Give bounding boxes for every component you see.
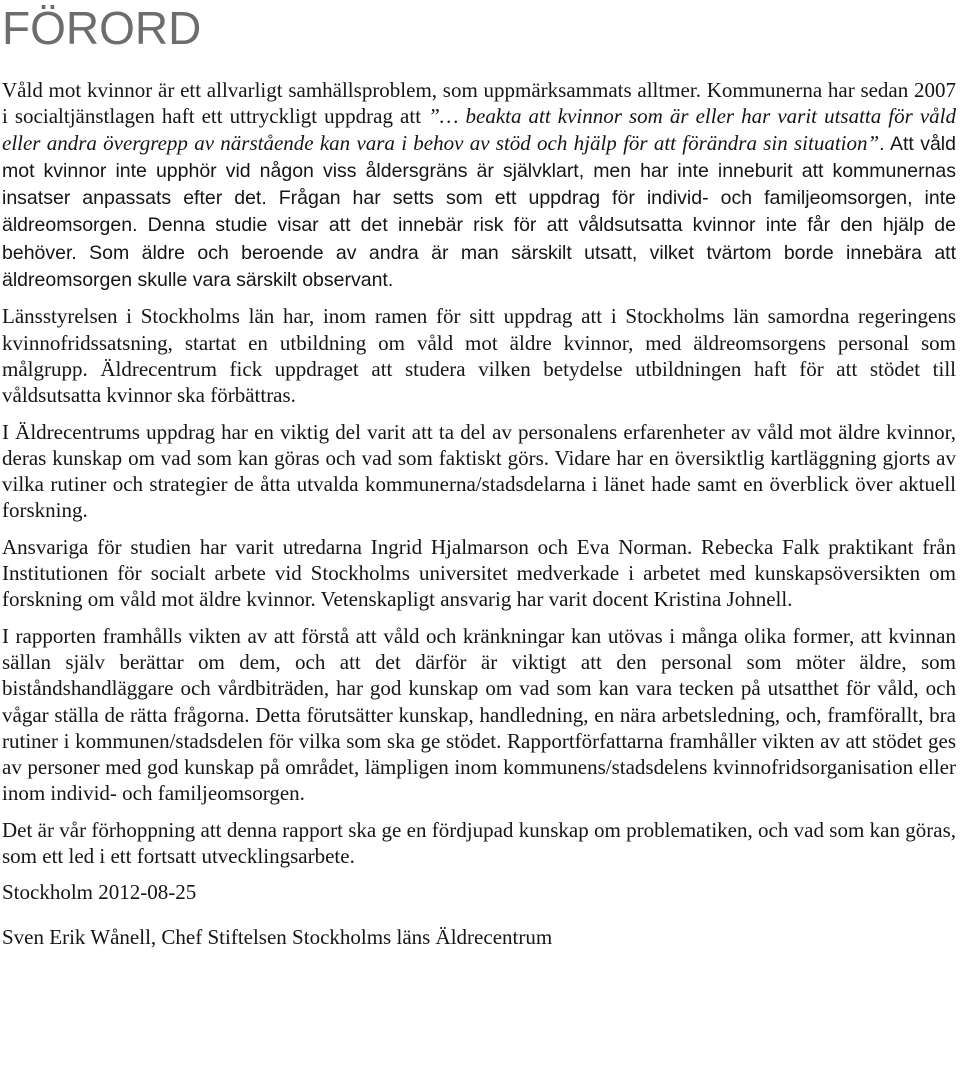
paragraph-intro-part-a: Våld mot kvinnor är ett allvarligt samhällsproblem, som uppmärksammats alltmer. Kommunerna har sedan 2007 i socialtjänstlagen haft ett uttryckligt uppdrag att <box>2 78 956 129</box>
paragraph-lansstyrelsen: Länsstyrelsen i Stockholms län har, inom ramen för sitt uppdrag att i Stockholms län samordna regeringens kvinnofridssatsning, startat en utbildning om våld mot äldre kvinnor, med äldreomsorgens personal som målgrupp. Äldrecentrum fick uppdraget att studera vilken betydelse utbildningen haft för att stödet till våldsutsatta kvinnor ska förbättras. <box>2 304 956 408</box>
signature-name: Sven Erik Wånell, Chef Stiftelsen Stockholms läns Äldrecentrum <box>2 924 553 949</box>
paragraph-forhoppning: Det är vår förhoppning att denna rapport ska ge en fördjupad kunskap om problematiken, och vad som kan göras, som ett led i ett fortsatt utvecklingsarbete. <box>2 817 956 869</box>
page-title: FÖRORD <box>2 2 202 54</box>
paragraph-ansvariga: Ansvariga för studien har varit utredarna Ingrid Hjalmarson och Eva Norman. Rebecka Falk praktikant från Institutionen för socialt arbete vid Stockholms universitet medverkade i arbetet med kunskapsöversikten om forskning om våld mot äldre kvinnor. Vetenskapligt ansvarig har varit docent Kristina Johnell. <box>2 534 956 612</box>
preface-body <box>2 77 956 950</box>
paragraph-intro-part-b: . Att våld mot kvinnor inte upphör vid någon viss åldersgräns är självklart, men har inte inneburit att kommunernas insatser anpassats efter det. Frågan har setts som ett uppdrag för individ- och familjeomsorgen, inte äldreomsorgen. Denna studie visar att det innebär risk för att våldsutsatta kvinnor inte får den hjälp de behöver. Som äldre och beroende av andra är man särskilt utsatt, vilket tvärtom borde innebära att äldreomsorgen skulle vara särskilt observant. <box>2 132 956 292</box>
paragraph-uppdrag: I Äldrecentrums uppdrag har en viktig del varit att ta del av personalens erfarenheter av våld mot äldre kvinnor, deras kunskap om vad som kan göras och vad som faktiskt görs. Vidare har en översiktlig kartläggning gjorts av vilka rutiner och strategier de åtta utvalda kommunerna/stadsdelarna i länet hade samt en överblick över aktuell forskning. <box>2 419 956 523</box>
signature-place-date: Stockholm 2012-08-25 <box>2 880 197 905</box>
paragraph-intro <box>2 77 956 293</box>
paragraph-rapporten: I rapporten framhålls vikten av att förstå att våld och kränkningar kan utövas i många olika former, att kvinnan sällan själv berättar om dem, och att det därför är viktigt att den personal som möter äldre, som biståndshandläggare och vårdbiträden, har god kunskap om vad som kan vara tecken på utsatthet för våld, och vågar ställa de rätta frågorna. Detta förutsätter kunskap, handledning, en nära arbetsledning, och, framförallt, bra rutiner i kommunen/stadsdelen för vilka som ska ge stödet. Rapportförfattarna framhåller vikten av att stödet ges av personer med god kunskap på området, lämpligen inom kommunens/stadsdelens kvinnofridsorganisation eller inom individ- och familjeomsorgen. <box>2 623 956 806</box>
law-quote: ”… beakta att kvinnor som är eller har varit utsatta för våld eller andra övergrepp av närstående kan vara i behov av stöd och hjälp för att förändra sin situation” <box>2 104 957 155</box>
